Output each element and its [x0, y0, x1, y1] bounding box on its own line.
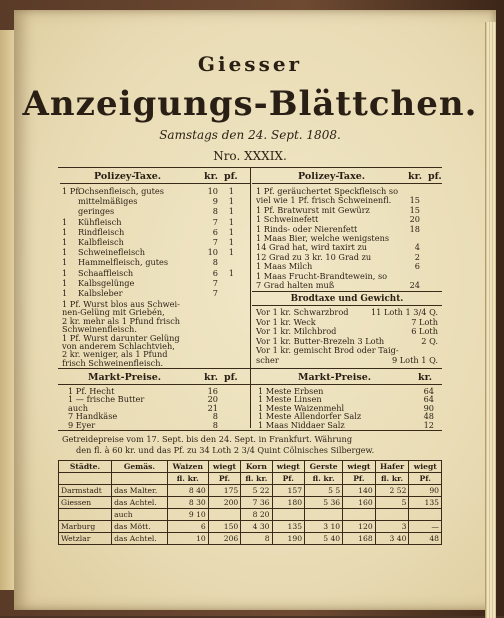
taxe-row-qty: 1	[62, 226, 68, 237]
brodtaxe-row-weight: 2 Q.	[421, 335, 438, 346]
markt-right-heading: Markt-Preise.	[298, 372, 372, 383]
grain-intro-1: Getreidepreise vom 17. Sept. bis den 24. Sept. in Frankfurt. Währung	[62, 434, 353, 444]
taxe-row-item: 1 Maas Bier, welche wenigstens	[256, 233, 390, 243]
markt-left-heading: Markt-Preise.	[88, 372, 162, 383]
grain-row	[59, 497, 442, 509]
grain-cell: 160	[343, 497, 376, 509]
taxe-row-pf: 1	[228, 196, 234, 207]
grain-cell: 140	[343, 485, 376, 497]
grain-row	[59, 509, 442, 521]
brodtaxe-row-item: Vor 1 kr. gemischt Brod oder Taig-	[256, 345, 399, 355]
markt-right-unit-kr: kr.	[418, 372, 433, 383]
taxe-row-item: 7 Grad halten muß	[256, 280, 335, 290]
brodtaxe-row-item: Vor 1 kr. Butter-Brezeln 3 Loth	[256, 335, 385, 346]
taxe-row-kr: 15	[409, 204, 420, 215]
taxe-row-kr: 18	[409, 223, 420, 234]
grain-cell: fl. kr.	[375, 473, 409, 485]
grain-cell: Marburg	[59, 521, 112, 533]
taxe-row-item: 12 Grad zu 3 kr. 10 Grad zu	[256, 251, 372, 262]
taxe-row-kr: 7	[212, 277, 218, 288]
grain-price-table	[58, 460, 442, 545]
grain-cell	[305, 509, 343, 521]
taxe-row-qty: 1	[62, 216, 68, 227]
right-taxe-rule	[252, 183, 442, 184]
right-unit-pf: pf.	[428, 171, 442, 182]
grain-cell: —	[409, 521, 442, 533]
wurst-note-line: nen-Gelüng mit Griebén,	[62, 307, 165, 318]
taxe-row-qty: 1 Pf.	[62, 186, 81, 196]
brodtaxe-row-item: Vor 1 kr. Schwarzbrod	[256, 307, 349, 317]
grain-row	[59, 473, 442, 485]
taxe-row-item: 1 Maas Milch	[256, 261, 313, 272]
grain-cell: das Achtel.	[112, 533, 168, 545]
grain-cell	[343, 509, 376, 521]
taxe-row-qty: 1	[62, 247, 68, 258]
grain-cell: das Mött.	[112, 521, 168, 533]
brodtaxe-row-weight: 11 Loth 1 3/4 Q.	[370, 307, 438, 317]
grain-cell: wiegt	[208, 461, 241, 473]
grain-cell: fl. kr.	[241, 473, 272, 485]
taxe-row-item: 1 Pf. Bratwurst mit Gewürz	[256, 204, 370, 215]
taxe-row-item: mittelmäßiges	[78, 196, 138, 207]
taxe-row-item: Schweinefleisch	[78, 247, 146, 258]
grain-cell: 8 30	[167, 497, 208, 509]
grain-cell: 175	[208, 485, 241, 497]
left-taxe-rule	[60, 183, 250, 184]
markt-row-item: 9 Eyer	[68, 419, 96, 430]
taxe-row-item: Ochsenfleisch, gutes	[78, 186, 164, 196]
grain-cell: Giessen	[59, 497, 112, 509]
taxe-row-pf: 1	[228, 267, 234, 278]
markt-row-kr: 8	[212, 411, 218, 422]
left-unit-pf: pf.	[224, 171, 238, 182]
taxe-row-kr: 7	[212, 237, 218, 247]
brodtaxe-row-weight: 9 Loth 1 Q.	[391, 354, 438, 365]
taxe-row-item: Rindfleisch	[78, 226, 125, 237]
taxe-row-item: Kalbsgelünge	[78, 277, 135, 288]
markt-row-item: auch	[68, 402, 89, 413]
taxe-row-item: 1 Pf. geräuchertet Speckfleisch so	[256, 186, 399, 196]
markt-row-item: 1 Meste Linsen	[258, 394, 322, 405]
taxe-row-kr: 8	[212, 206, 218, 217]
grain-cell: Gemäs.	[112, 461, 168, 473]
markt-row-kr: 48	[423, 411, 434, 422]
grain-cell: 7 36	[241, 497, 272, 509]
grain-cell: 5 36	[305, 497, 343, 509]
taxe-row-kr: 20	[409, 214, 420, 225]
taxe-row-pf: 1	[228, 216, 234, 227]
grain-intro-2: den fl. à 60 kr. und das Pf. zu 34 Loth 2 3/4 Quint Cölnisches Silbergew.	[76, 445, 375, 455]
taxe-row-item: Kalbfleisch	[78, 237, 124, 247]
markt-divider	[250, 368, 251, 428]
markt-row-kr: 12	[423, 419, 434, 430]
brodtaxe-row-item: Vor 1 kr. Weck	[256, 316, 316, 327]
grain-cell: 135	[409, 497, 442, 509]
grain-cell: 157	[272, 485, 305, 497]
grain-cell: Pf.	[343, 473, 376, 485]
taxe-row-qty: 1	[62, 257, 68, 268]
grain-cell: 5	[375, 497, 409, 509]
grain-cell: 90	[409, 485, 442, 497]
grain-cell: 8	[241, 533, 272, 545]
taxe-row-kr: 6	[414, 261, 420, 272]
grain-cell: Korn	[241, 461, 272, 473]
grain-cell: Gerste	[305, 461, 343, 473]
grain-cell: 5 40	[305, 533, 343, 545]
markt-row-item: 1 Pf. Hecht	[68, 386, 115, 396]
markt-row-kr: 20	[207, 394, 218, 405]
markt-row-item: 1 Meste Erbsen	[258, 386, 324, 396]
issue-number: Nro. XXXIX.	[213, 149, 287, 163]
grain-cell	[59, 473, 112, 485]
taxe-row-pf: 1	[228, 186, 234, 196]
taxe-row-item: Schaaffleisch	[78, 267, 134, 278]
grain-cell: 180	[272, 497, 305, 509]
wurst-note-line: von anderem Schlachtvieh,	[62, 341, 175, 351]
grain-cell: Hafer	[375, 461, 409, 473]
markt-row-kr: 16	[207, 386, 218, 396]
grain-cell: 190	[272, 533, 305, 545]
markt-left-unit-pf: pf.	[224, 372, 238, 383]
wurst-note-line: 1 Pf. Wurst darunter Gelüng	[62, 332, 180, 343]
dateline: Samstags den 24. Sept. 1808.	[159, 128, 341, 142]
wurst-note-line: Schweinenfleisch.	[62, 324, 137, 335]
grain-cell: 9 10	[167, 509, 208, 521]
right-taxe-heading: Polizey-Taxe.	[298, 171, 366, 182]
grain-cell: 206	[208, 533, 241, 545]
right-unit-kr: kr.	[408, 171, 423, 182]
newspaper-page	[14, 10, 496, 610]
taxe-row-kr: 9	[212, 196, 218, 207]
taxe-row-item: Kühfleisch	[78, 216, 122, 227]
taxe-row-pf: 1	[228, 237, 234, 247]
grain-cell: 3 40	[375, 533, 409, 545]
grain-cell: Darmstadt	[59, 485, 112, 497]
grain-cell: Waizen	[167, 461, 208, 473]
grain-cell: auch	[112, 509, 168, 521]
markt-row-item: 1 — frische Butter	[68, 394, 145, 405]
grain-cell	[208, 509, 241, 521]
taxe-row-item: geringes	[78, 206, 115, 217]
grain-cell: Pf.	[409, 473, 442, 485]
taxe-row-item: 14 Grad hat, wird taxirt zu	[256, 242, 368, 253]
grain-cell: Städte.	[59, 461, 112, 473]
masthead-title: Anzeigungs-Blättchen.	[22, 84, 478, 124]
brodtaxe-heading: Brodtaxe und Gewicht.	[290, 294, 404, 304]
grain-cell: 3 10	[305, 521, 343, 533]
grain-cell: 8 40	[167, 485, 208, 497]
taxe-row-qty: 1	[62, 288, 68, 298]
page-edge	[485, 22, 496, 618]
grain-cell: wiegt	[343, 461, 376, 473]
grain-cell: fl. kr.	[167, 473, 208, 485]
grain-row	[59, 461, 442, 473]
grain-cell: 8 20	[241, 509, 272, 521]
taxe-row-item: Kalbsleber	[78, 288, 123, 298]
taxe-row-kr: 4	[414, 242, 420, 253]
grain-cell: fl. kr.	[305, 473, 343, 485]
brodtaxe-row-item: scher	[256, 354, 279, 365]
grain-rule-top	[58, 430, 442, 431]
taxe-row-qty: 1	[62, 237, 68, 247]
taxe-row-pf: 1	[228, 247, 234, 258]
markt-row-item: 1 Maas Niddaer Salz	[258, 419, 345, 430]
taxe-row-pf: 1	[228, 226, 234, 237]
grain-cell	[112, 473, 168, 485]
grain-row	[59, 521, 442, 533]
taxe-row-item: 1 Rinds- oder Nierenfett	[256, 223, 358, 234]
taxe-row-kr: 6	[212, 267, 218, 278]
left-taxe-heading: Polizey-Taxe.	[94, 171, 162, 182]
taxe-row-item: viel wie 1 Pf. frisch Schweinenfl.	[256, 195, 392, 206]
grain-row	[59, 485, 442, 497]
taxe-row-kr: 10	[207, 186, 218, 196]
taxe-row-kr: 6	[212, 226, 218, 237]
wurst-note-line: 2 kr. weniger, als 1 Pfund	[62, 349, 168, 360]
grain-cell: 10	[167, 533, 208, 545]
brodtaxe-row-item: Vor 1 kr. Milchbrod	[256, 326, 337, 336]
markt-row-kr: 90	[423, 402, 434, 413]
grain-cell	[272, 509, 305, 521]
wurst-note-line: 1 Pf. Wurst blos aus Schwei-	[62, 299, 180, 309]
grain-cell: 3	[375, 521, 409, 533]
taxe-row-kr: 10	[207, 247, 218, 258]
taxe-row-kr: 15	[409, 195, 420, 206]
grain-cell: 48	[409, 533, 442, 545]
taxe-row-qty: 1	[62, 277, 68, 288]
grain-cell: Wetzlar	[59, 533, 112, 545]
taxe-row-item: 1 Schweinefett	[256, 214, 319, 225]
grain-cell: wiegt	[272, 461, 305, 473]
brodtaxe-row-weight: 7 Loth	[411, 316, 438, 327]
taxe-row-qty: 1	[62, 267, 68, 278]
markt-row-item: 1 Meste Waizenmehl	[258, 402, 345, 413]
grain-cell	[409, 509, 442, 521]
markt-row-item: 1 Meste Allendorfer Salz	[258, 411, 362, 422]
taxe-row-kr: 8	[212, 257, 218, 268]
markt-row-kr: 21	[207, 402, 218, 413]
grain-cell: 4 30	[241, 521, 272, 533]
markt-row-item: 7 Handkäse	[68, 411, 118, 422]
grain-cell	[59, 509, 112, 521]
grain-cell: Pf.	[272, 473, 305, 485]
brodtaxe-row-weight: 6 Loth	[411, 326, 438, 336]
wurst-note-line: frisch Schweinenfleisch.	[62, 357, 164, 368]
grain-row	[59, 533, 442, 545]
taxe-row-kr: 7	[212, 288, 218, 298]
masthead-top: Giesser	[197, 52, 303, 76]
markt-row-kr: 64	[423, 386, 434, 396]
wurst-note-line: 2 kr. mehr als 1 Pfund frisch	[62, 315, 181, 326]
grain-cell: wiegt	[409, 461, 442, 473]
taxe-row-pf: 1	[228, 206, 234, 217]
grain-cell	[375, 509, 409, 521]
previous-leaf	[0, 30, 15, 590]
grain-cell: 120	[343, 521, 376, 533]
brod-rule	[252, 305, 442, 306]
grain-cell: das Malter.	[112, 485, 168, 497]
grain-cell: 2 52	[375, 485, 409, 497]
grain-cell: 5 22	[241, 485, 272, 497]
grain-cell: Pf.	[208, 473, 241, 485]
grain-cell: 168	[343, 533, 376, 545]
left-unit-kr: kr.	[204, 171, 219, 182]
grain-cell: 200	[208, 497, 241, 509]
grain-cell: 5 5	[305, 485, 343, 497]
taxe-row-item: 1 Maas Frucht-Brandtewein, so	[256, 270, 388, 281]
taxe-row-item: Hammelfleisch, gutes	[78, 257, 169, 268]
taxe-row-kr: 24	[409, 280, 420, 290]
markt-row-kr: 8	[212, 419, 218, 430]
grain-cell: 135	[272, 521, 305, 533]
grain-cell: 150	[208, 521, 241, 533]
grain-cell: 6	[167, 521, 208, 533]
brod-rule-top	[252, 291, 442, 292]
markt-row-kr: 64	[423, 394, 434, 405]
grain-cell: das Achtel.	[112, 497, 168, 509]
markt-left-unit-kr: kr.	[204, 372, 219, 383]
taxe-row-kr: 7	[212, 216, 218, 227]
taxe-row-kr: 2	[414, 251, 420, 262]
